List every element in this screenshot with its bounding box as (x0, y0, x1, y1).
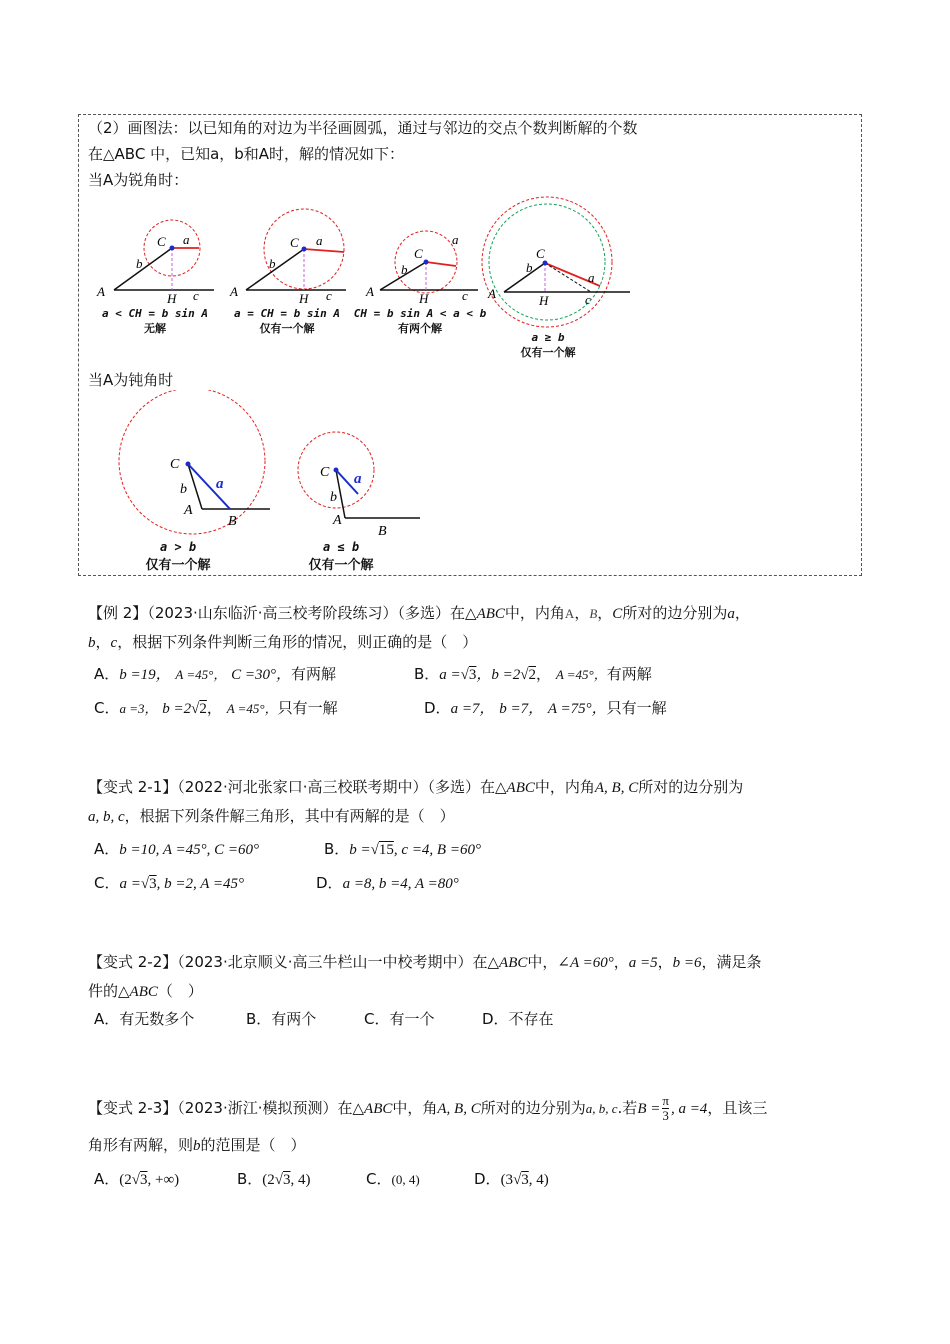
label-a: a (354, 471, 362, 487)
label-A: A (366, 284, 374, 299)
v21-option-D[interactable]: D．a =8, b =4, A =80° (316, 874, 459, 892)
v23-stem-line1: 【变式 2-3】（2023·浙江·模拟预测）在△ABC中，角A, B, C所对的边分别为a, b, c.若B = $\frac{\pi}{3}$ , a =4，且该三 (88, 1093, 768, 1123)
v21-option-B[interactable]: B．b =√15, c =4, B =60° (324, 840, 481, 858)
v23-option-A[interactable]: A．(2√3, +∞) (94, 1170, 180, 1188)
label-H: H (167, 291, 177, 306)
label-a: a (216, 476, 224, 492)
label-H: H (539, 293, 549, 308)
label-c: c (462, 288, 468, 303)
acute-case-4-caption: a ≥ b 仅有一个解 (520, 331, 576, 359)
v21-option-A[interactable]: A．b =10, A =45°, C =60° (94, 840, 260, 858)
label-b: b (526, 260, 533, 275)
acute-case-1-figure (96, 220, 214, 306)
obtuse-heading: 当A为钝角时 (88, 371, 174, 389)
ex2-option-C[interactable]: C．a =3， b =2√2， A =45°，只有一解 (94, 699, 338, 717)
v22-option-D[interactable]: D．不存在 (482, 1010, 554, 1028)
acute-case-2-figure (229, 209, 346, 306)
obtuse-case-2-figure (298, 432, 420, 539)
v22-option-B[interactable]: B．有两个 (246, 1010, 317, 1028)
label-A: A (488, 286, 496, 301)
label-C: C (414, 246, 423, 261)
v23-option-C[interactable]: C．(0, 4) (366, 1170, 420, 1188)
label-a: a (452, 232, 459, 247)
obtuse-case-1-caption: a > b 仅有一个解 (145, 540, 211, 573)
label-C: C (320, 465, 330, 480)
label-c: c (326, 288, 332, 303)
label-B: B (228, 514, 237, 529)
label-a: a (183, 232, 190, 247)
v22-option-C[interactable]: C．有一个 (364, 1010, 435, 1028)
label-H: H (299, 291, 309, 306)
label-B: B (378, 524, 387, 539)
label-c: c (193, 288, 199, 303)
label-C: C (157, 234, 166, 249)
v23-option-B[interactable]: B．(2√3, 4) (237, 1170, 311, 1188)
label-A: A (97, 284, 105, 299)
label-b: b (269, 256, 276, 271)
obtuse-case-1-figure (119, 390, 270, 534)
ex2-option-A[interactable]: A．b =19， A =45°， C =30°，有两解 (94, 665, 337, 683)
label-a: a (316, 233, 323, 248)
label-b: b (330, 490, 337, 505)
acute-heading: 当A为锐角时： (88, 171, 189, 189)
v22-option-A[interactable]: A．有无数多个 (94, 1010, 195, 1028)
v23-stem-line2: 角形有两解，则b的范围是（ ） (88, 1136, 306, 1154)
acute-diagrams (0, 190, 950, 370)
v23-option-D[interactable]: D．(3√3, 4) (474, 1170, 549, 1188)
label-A: A (230, 284, 238, 299)
acute-case-3-caption: CH = b sin A < a < b 有两个解 (353, 307, 487, 335)
label-b: b (180, 482, 187, 497)
v22-stem-line1: 【变式 2-2】（2023·北京顺义·高三牛栏山一中校考期中）在△ABC中，∠A =60°，a =5，b =6，满足条 (88, 953, 762, 971)
box-intro: （2）画图法：以已知角的对边为半径画圆弧，通过与邻边的交点个数判断解的个数 (88, 119, 638, 137)
ex2-stem-line1: 【例 2】（2023·山东临沂·高三校考阶段练习）（多选）在△ABC中，内角A，B，C所对的边分别为a， (88, 604, 750, 622)
v21-stem-line1: 【变式 2-1】（2022·河北张家口·高三校联考期中）（多选）在△ABC中，内角A, B, C所对的边分别为 (88, 778, 744, 796)
obtuse-case-2-caption: a ≤ b 仅有一个解 (308, 540, 374, 573)
obtuse-diagrams (0, 390, 950, 540)
label-C: C (536, 246, 545, 261)
v21-option-C[interactable]: C．a =√3, b =2, A =45° (94, 874, 244, 892)
acute-case-2-caption: a = CH = b sin A 仅有一个解 (234, 307, 340, 335)
ex2-option-D[interactable]: D．a =7， b =7， A =75°，只有一解 (424, 699, 667, 717)
acute-case-4-figure (482, 197, 630, 327)
label-b: b (136, 256, 143, 271)
label-c: c (585, 292, 591, 307)
label-A: A (184, 503, 193, 518)
ex2-option-B[interactable]: B．a =√3，b =2√2， A =45°，有两解 (414, 665, 652, 683)
v22-stem-line2: 件的△ABC（ ） (88, 982, 203, 1000)
label-H: H (419, 291, 429, 306)
label-a: a (588, 270, 595, 285)
label-C: C (290, 235, 299, 250)
box-given: 在△ABC 中，已知a，b和A时，解的情况如下： (88, 145, 405, 163)
label-C: C (170, 457, 180, 472)
acute-case-1-caption: a < CH = b sin A 无解 (102, 307, 208, 335)
v21-stem-line2: a, b, c，根据下列条件解三角形，其中有两解的是（ ） (88, 807, 455, 825)
label-b: b (401, 262, 408, 277)
acute-case-3-figure (365, 231, 478, 306)
label-A: A (333, 513, 342, 528)
ex2-stem-line2: b，c，根据下列条件判断三角形的情况，则正确的是（ ） (88, 633, 478, 651)
